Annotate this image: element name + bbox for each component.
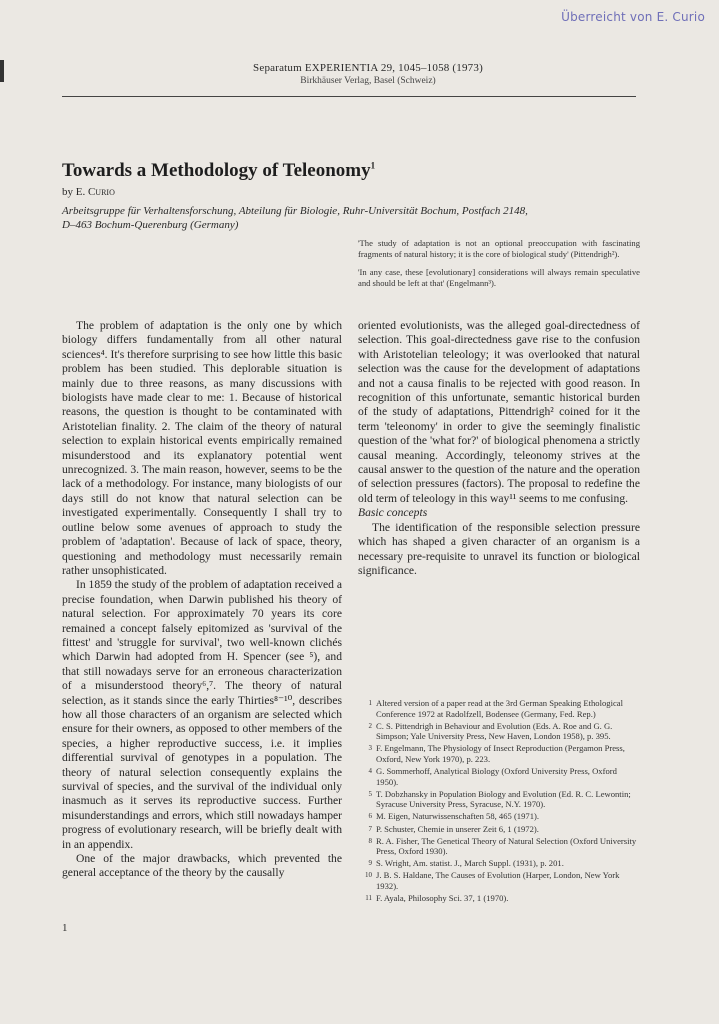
footnote: 1 Altered version of a paper read at the 3rd German Speaking Ethological Conference 1972 at Radolfzell, Bodensee (Germany, Fed. Rep.) [368,698,623,719]
epigraph-quote: 'The study of adaptation is not an optional preoccupation with fascinating fragments of natural history; it is the core of biological study' (Pittendrigh²). [358,238,640,259]
body-paragraph: oriented evolutionists, was the alleged goal-directedness of selection. This goal-directedness gave rise to the confusion with Aristotelian teleology; it was overlooked that natural selection was the cause for the development of adaptations and not a causa finalis to be rejected with good reason. In recognition of this unfortunate, semantic historical burden of the study of adaptations, Pittendrigh² coined for it the term 'teleonomy' in order to give the seemingly finalistic question of the 'what for?' of biological phenomena a strictly causal meaning. Accordingly, teleonomy strives at the causal answer to the question of the nature and the operation of selection pressures (factors). The proposal to redefine the old term of teleology in this way¹¹ seems to me confusing. [358,319,640,505]
body-paragraph: One of the major drawbacks, which prevented the general acceptance of the theory by the causally [62,852,342,880]
publisher-line: Birkhäuser Verlag, Basel (Schweiz) [300,76,436,86]
footnote: 5 T. Dobzhansky in Population Biology and Evolution (Ed. R. C. Lewontin; Syracuse University Press, Syracuse, N.Y. 1970). [368,788,631,810]
byline [62,186,115,198]
body-paragraph: The identification of the responsible selection pressure which has shaped a given character of an organism is a necessary pre-requisite to unravel its function or biological significance. [358,520,640,577]
header-rule [62,96,636,97]
footnote: 6 M. Eigen, Naturwissenschaften 58, 465 (1971). [368,811,540,822]
footnote: 8 R. A. Fisher, The Genetical Theory of Natural Selection (Oxford University Press, Oxford 1930). [368,835,637,857]
section-heading: Basic concepts [358,506,428,520]
footnote: 4 G. Sommerhoff, Analytical Biology (Oxford University Press, Oxford 1950). [368,766,617,787]
footnote: 3 F. Engelmann, The Physiology of Insect Reproduction (Pergamon Press, Oxford, New York 1970), p. 223. [368,743,625,764]
footnote: 10 J. B. S. Haldane, The Causes of Evolution (Harper, London, New York 1932). [365,870,620,891]
footnotes [358,698,640,905]
footnote: 9 S. Wright, Am. statist. J., March Suppl. (1931), p. 201. [368,858,564,869]
body-paragraph: In 1859 the study of the problem of adaptation received a precise foundation, when Darwin published his theory of natural selection. For approximately 70 years its core remained a concept falsely epitomized as 'survival of the fittest' and 'struggle for survival', two well-known clichés which Darwin had adopted from H. Spencer (see ⁵), and that still nowadays serve for an erroneous characterization of a misunderstood theory⁶,⁷. The theory of natural selection, as it stands since the early Thirties⁸⁻¹⁰, describes how all those characters of an organism are selected which ensure for their owners, as opposed to other members of the species, a higher reproductive success, i.e. it implies differential survival of genotypes in a population. The theory of natural selection consequently explains the survival of species, and the survival of the individual only inasmuch as it serves its reproductive success. Further misunderstandings and errors, which still nowadays hamper progress of evolutionary research, will be briefly dealt with in an appendix. [62,578,342,851]
byline-prefix: by [62,186,73,198]
left-column [62,319,342,881]
page-number: 1 [62,922,68,934]
scan-edge-mark [0,60,4,82]
title-footnote-mark: 1 [370,160,376,171]
journal-header [228,62,508,86]
footnote: 2 C. S. Pittendrigh in Behaviour and Evolution (Eds. A. Roe and G. G. Simpson; Yale University Press, New Haven, London 1958), p. 395. [368,720,613,742]
journal-citation: Separatum EXPERIENTIA 29, 1045–1058 (1973) [253,62,483,74]
footnote: 11 F. Ayala, Philosophy Sci. 37, 1 (1970). [365,893,509,904]
epigraph-block [358,238,640,296]
author-affiliation: Arbeitsgruppe für Verhaltensforschung, Abteilung für Biologie, Ruhr-Universität Bochum, Postfach 2148, D–463 Bochum-Querenburg (Germany) [62,205,528,231]
author-name: E. Curio [75,186,115,198]
paper-title [62,160,375,182]
epigraph-quote: 'In any case, these [evolutionary] considerations will always remain speculative and should be left at that' (Engelmann³). [358,267,640,288]
paper-title-text: Towards a Methodology of Teleonomy [62,160,371,181]
presentation-stamp: Überreicht von E. Curio [561,10,705,24]
body-paragraph: The problem of adaptation is the only one by which biology differs fundamentally from all other natural sciences⁴. It's therefore surprising to see how little this basic problem has been studied. This deplorable situation is mainly due to three reasons, as many discussions with biologists have made clear to me: 1. Because of historical reasons, the question is thought to be contaminated with Aristotelian finality. 2. The claim of the theory of natural selection to explain historical events empirically remained misunderstood and its explanatory potential went unrecognized. 3. The main reason, however, seems to be the lack of a methodology. For instance, many biologists of our days still do not know that natural selection can be investigated experimentally. Consequently I shall try to outline below some avenues of approach to study the problem of 'adaptation'. Because of lack of space, theory, questioning and methodology must necessarily remain rather unsophisticated. [62,319,342,577]
footnote: 7 P. Schuster, Chemie in unserer Zeit 6, 1 (1972). [368,823,539,834]
right-column [358,319,640,578]
